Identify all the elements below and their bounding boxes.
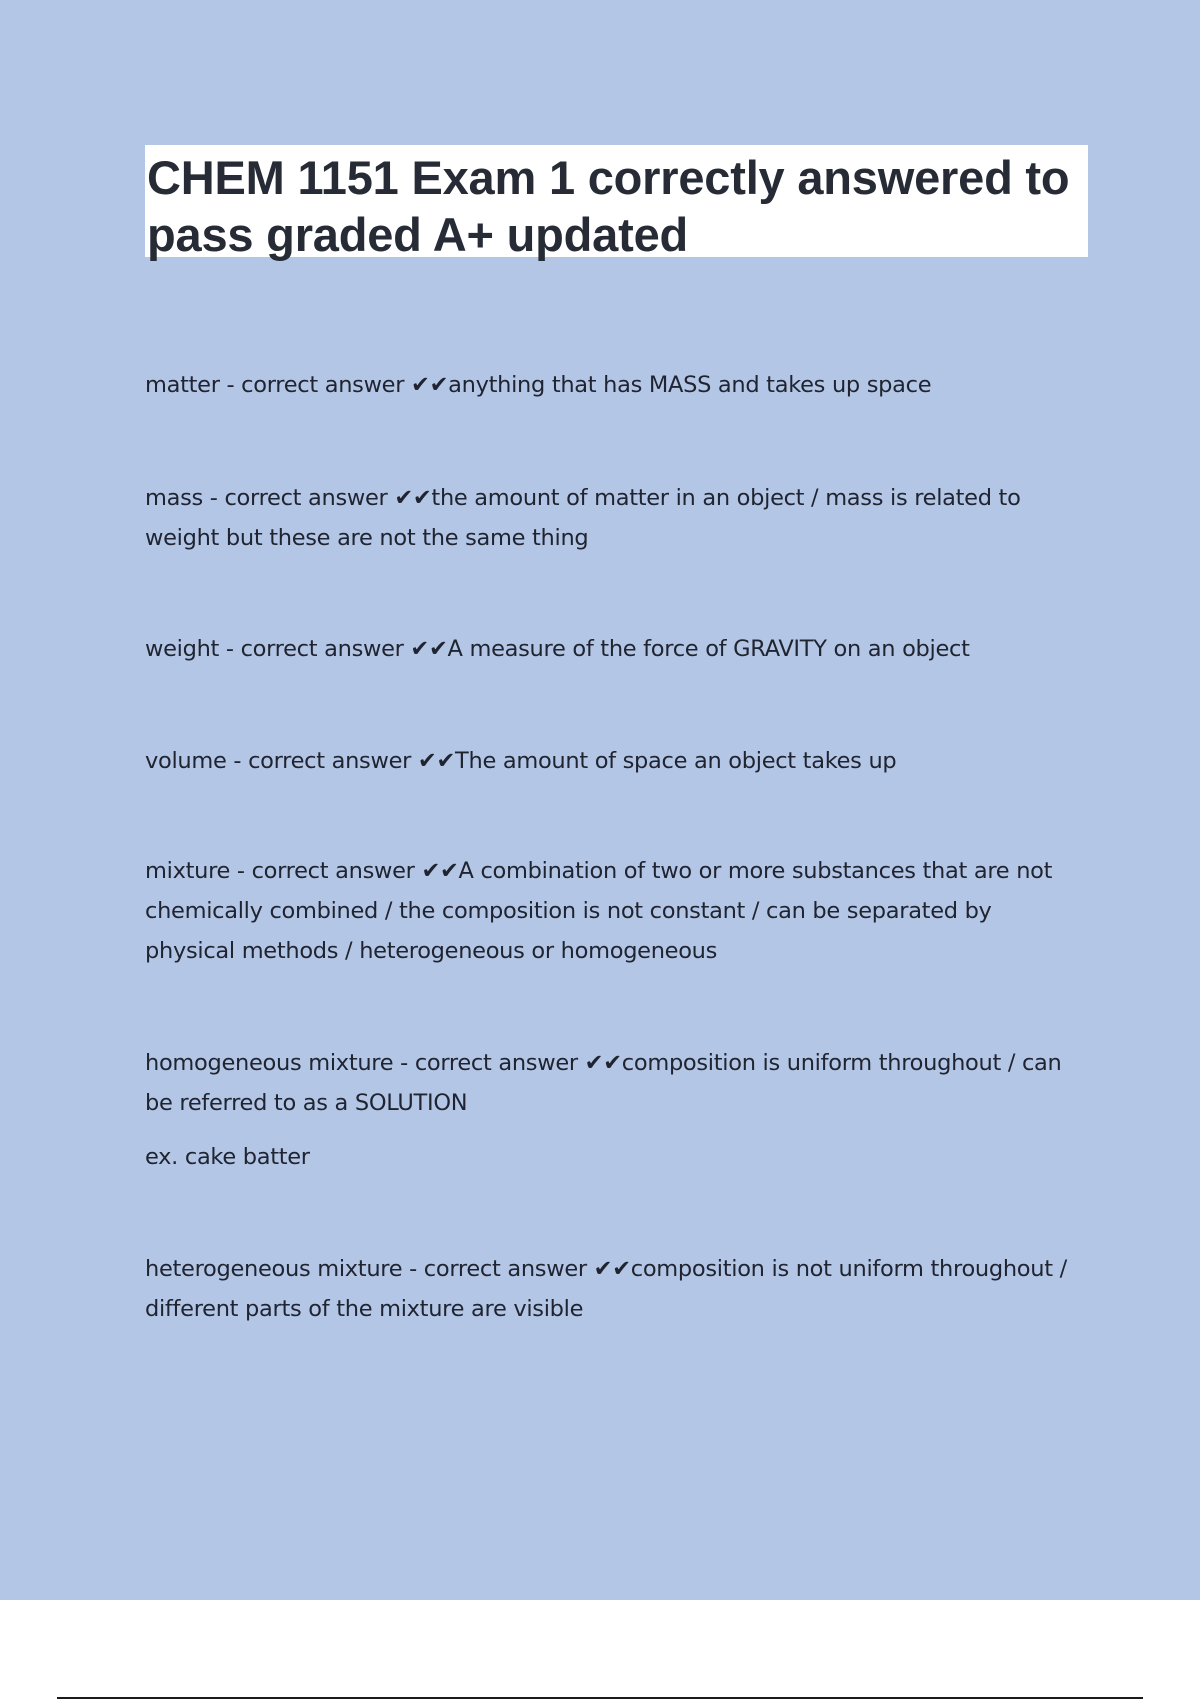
entry-heterogeneous-mixture — [145, 1249, 1080, 1329]
entry-mixture — [145, 851, 1080, 971]
entry-text: mixture - correct answer ✔✔A combination of two or more substances that are not chemically combined / the composition is not constant / can be separated by physical methods / heterogeneous or homogeneous — [145, 858, 1053, 964]
document-title: CHEM 1151 Exam 1 correctly answered to pass graded A+ updated — [147, 151, 1070, 261]
entry-text: volume - correct answer ✔✔The amount of space an object takes up — [145, 748, 897, 774]
entry-text: weight - correct answer ✔✔A measure of the force of GRAVITY on an object — [145, 636, 970, 662]
entry-homogeneous-mixture — [145, 1043, 1080, 1177]
title-box — [145, 145, 1088, 261]
entry-text: mass - correct answer ✔✔the amount of matter in an object / mass is related to weight but these are not the same thing — [145, 485, 1021, 551]
entry-volume — [145, 741, 1080, 781]
entry-mass — [145, 478, 1080, 558]
entry-example: ex. cake batter — [145, 1144, 310, 1170]
entry-text: matter - correct answer ✔✔anything that has MASS and takes up space — [145, 372, 932, 398]
entry-text: homogeneous mixture - correct answer ✔✔composition is uniform throughout / can be referred to as a SOLUTION — [145, 1050, 1062, 1116]
entry-matter — [145, 365, 1080, 405]
footer-divider — [57, 1697, 1143, 1699]
entry-weight — [145, 629, 1080, 669]
entry-text: heterogeneous mixture - correct answer ✔✔composition is not uniform throughout / different parts of the mixture are visible — [145, 1256, 1067, 1322]
